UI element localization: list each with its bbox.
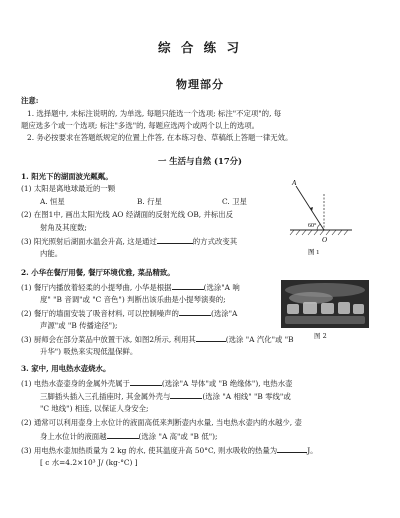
q3-answer-blank-2[interactable] [170,390,202,399]
q2-part-3a-line [21,333,294,345]
q3-part-3b: J。 [307,446,318,455]
q3-part-3a: (3) 用电热水壶加热质量为 2 kg 的水, 使其温度升高 50°C, 则水吸收的热量为 [21,446,278,455]
q3-part-2c: (选涂 "A 高"或 "B 低"); [138,432,218,441]
q1-part-3b: 的方式改变其 [192,237,238,246]
q1-heading: 1. 阳光下的湖面波光粼粼。 [21,172,113,181]
figure-1-angle-label: 60° [308,223,317,229]
q1-part-2a: (2) 在图1中, 画出太阳光线 AO 经湖面的反射光线 OB, 并标出反 [21,210,234,219]
q2-part-2a-line [21,307,237,319]
q3-answer-blank-1[interactable] [130,377,162,386]
figure-2-photo [281,280,369,328]
q2-answer-blank-1[interactable] [172,281,204,290]
q2-part-1b: (选涂"A 响 [203,283,240,292]
q2-part-2b: (选涂"A [210,309,238,318]
q1-part-3a: (3) 阳光照射后湖面水温会升高, 这是通过 [21,237,157,246]
notes-line-3: 2. 务必按要求在答题纸规定的位置上作答, 在本练习卷、草稿纸上答题一律无效。 [27,133,293,142]
figure-2-caption: 图 2 [314,332,327,340]
q3-answer-blank-4[interactable] [277,444,307,453]
q2-part-2c: 声源"或 "B 传播途径"); [40,321,118,330]
q1-option-a: A. 恒星 [40,197,65,206]
section-title: 一 生活与自然 (17分) [157,156,243,166]
figure-1-caption: 图 1 [308,249,320,256]
q1-part-1: (1) 太阳是离地球最近的一颗 [21,184,116,193]
q2-part-3a: (3) 厨师会在部分菜品中放置干冰, 如图2所示, 利用其 [21,335,196,344]
q1-option-c: C. 卫星 [222,197,247,206]
q2-answer-blank-3[interactable] [196,333,226,342]
q2-part-1a: (1) 餐厅内播放着轻柔的小提琴曲, 小华是根据 [21,283,172,292]
notes-heading: 注意: [21,96,39,105]
q2-answer-blank-2[interactable] [179,307,211,316]
q3-part-1c-line [40,390,291,402]
page-subtitle: 物理部分 [176,78,224,91]
notes-line-1: 1. 选择题中, 未标注说明的, 为单选, 每题只能选一个选项; 标注"不定项"的, 每 [27,109,282,118]
page-title: 综 合 练 习 [157,40,243,55]
q3-part-1d: (选涂 "A 相线" "B 零线"或 [202,392,291,401]
q2-part-1c: 度" "B 音调"或 "C 音色") 判断出该乐曲是小提琴演奏的; [40,295,226,304]
q2-part-3c: 升华") 吸热来实现低温保鲜。 [40,347,138,356]
q2-heading: 2. 小华在餐厅用餐, 餐厅环境优雅, 菜品精致。 [21,268,175,277]
q3-part-1a: (1) 电热水壶壶身的金属外壳属于 [21,379,130,388]
q3-part-1b: (选涂"A 导体"或 "B 绝缘体"), 电热水壶 [161,379,293,388]
q3-part-3a-line [21,444,318,456]
q2-part-1a-line [21,281,240,293]
q3-answer-blank-3[interactable] [107,430,139,439]
q3-part-2b-line [40,430,218,442]
q1-answer-blank-1[interactable] [157,235,193,244]
q3-part-1c: 三脚插头插入三孔插座时, 其金属外壳与 [40,392,171,401]
q1-part-2b: 射角及其度数; [40,223,87,232]
q1-part-3c: 内能。 [40,249,63,258]
q3-part-2b: 身上水位计的液面越 [40,432,107,441]
q3-heading: 3. 家中, 用电热水壶烧水。 [21,364,111,373]
notes-line-2: 题应选多个或一个选项; 标注"多选"的, 每题应选两个或两个以上的选项。 [21,121,260,130]
q3-part-1e: "C 地线") 相连, 以保证人身安全; [40,404,149,413]
figure-1-diagram [282,172,356,258]
figure-1-label-a: A [292,179,297,187]
q1-part-3a-line [21,235,237,247]
q3-part-1a-line [21,377,292,389]
q3-part-2a: (2) 通常可以利用壶身上水位计的液面高低来判断壶内水量, 当电热水壶内的水越少, 壶 [21,418,302,427]
figure-1-label-o: O [322,236,328,244]
q1-option-b: B. 行星 [137,197,162,206]
q3-part-3c: [ c 水=4.2×10³ J/ (kg·°C) ] [40,458,138,467]
q2-part-2a: (2) 餐厅的墙面安装了吸音材料, 可以控制噪声的 [21,309,179,318]
q2-part-3b: (选涂 "A 汽化"或 "B [225,335,294,344]
